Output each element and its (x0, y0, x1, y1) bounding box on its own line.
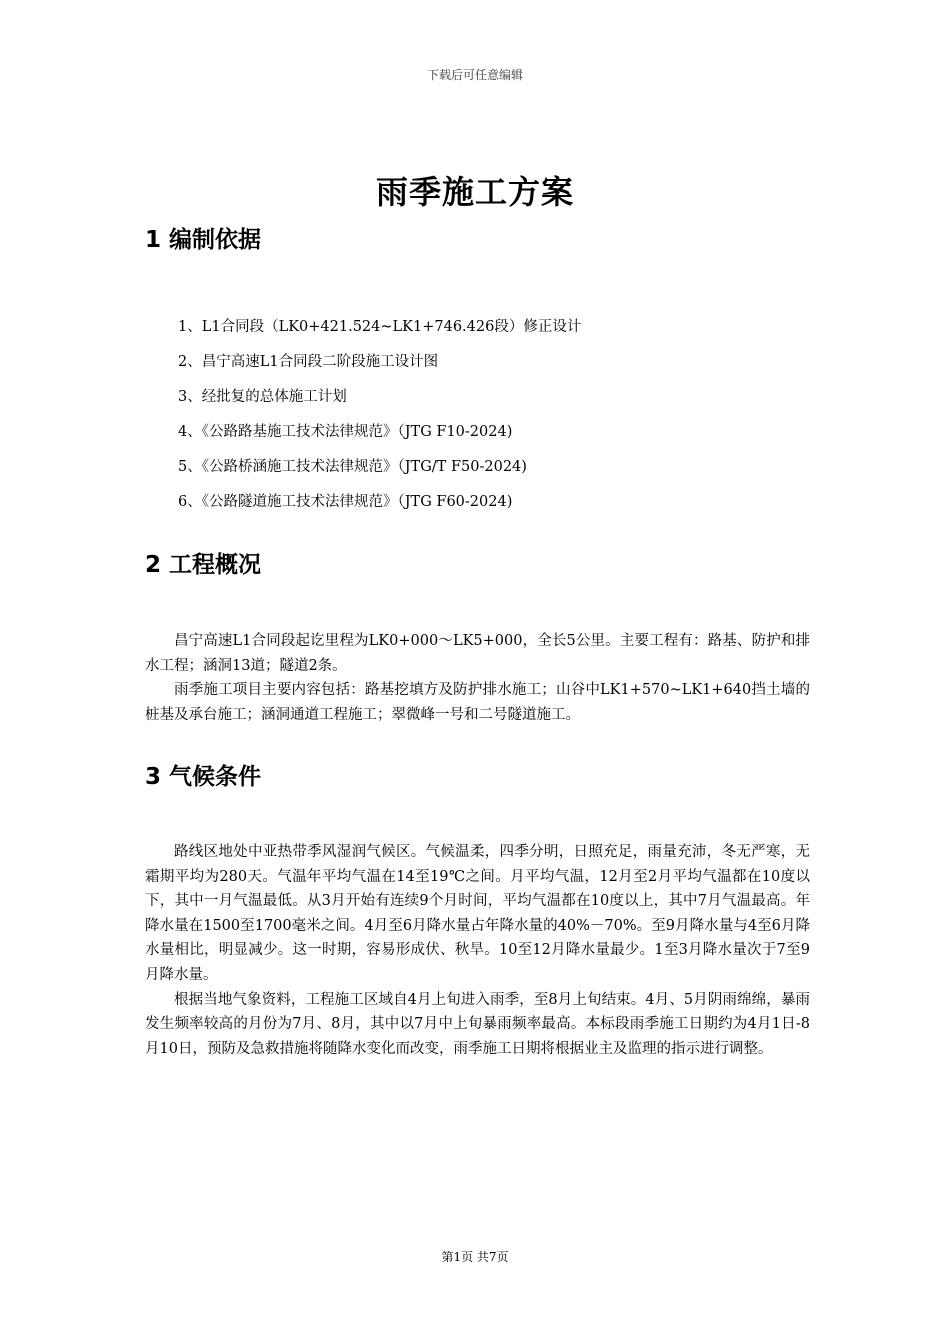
basis-item: 4、《公路路基施工技术法律规范》（JTG F10-2024) (178, 424, 513, 440)
page-number: 第1页 共7页 (441, 1250, 509, 1264)
basis-item: 6、《公路隧道施工技术法律规范》（JTG F60-2024) (178, 494, 513, 510)
climate-paragraph: 路线区地处中亚热带季风湿润气候区。气候温柔，四季分明，日照充足，雨量充沛，冬无严寒，无霜期平均为280天。气温年平均气温在14至19℃之间。月平均气温，12月至2月平均气温都在10度以下，其中一月气温最低。从3月开始有连续9个月时间，平均气温都在10度以上，其中7月气温最高。年降水量在1500至1700毫米之间。4月至6月降水量占年降水量的40%－70%。至9月降水量与4至6月降水量相比，明显减少。这一时期，容易形成伏、秋旱。10至12月降水量最少。1至3月降水量次于7至9月降水量。 (145, 844, 810, 983)
basis-item: 1、L1合同段（LK0+421.524~LK1+746.426段）修正设计 (178, 319, 582, 335)
section-heading-overview: 2 工程概况 (145, 552, 262, 578)
basis-item: 3、经批复的总体施工计划 (178, 389, 347, 405)
climate-paragraph: 根据当地气象资料，工程施工区域自4月上旬进入雨季，至8月上旬结束。4月、5月阴雨绵绵，暴雨发生频率较高的月份为7月、8月，其中以7月中上旬暴雨频率最高。本标段雨季施工日期约为4月1日-8月10日，预防及急救措施将随降水变化而改变，雨季施工日期将根据业主及监理的指示进行调整。 (145, 991, 810, 1057)
overview-paragraph: 雨季施工项目主要内容包括：路基挖填方及防护排水施工；山谷中LK1+570~LK1+640挡土墙的桩基及承台施工；涵洞通道工程施工；翠微峰一号和二号隧道施工。 (145, 682, 810, 723)
section-heading-climate: 3 气候条件 (145, 764, 262, 790)
basis-list (178, 316, 581, 526)
page-header-note: 下载后可任意编辑 (426, 68, 523, 82)
basis-item: 5、《公路桥涵施工技术法律规范》（JTG/T F50-2024) (178, 459, 527, 475)
climate-body (145, 840, 810, 1061)
section-heading-basis: 1 编制依据 (145, 227, 262, 253)
overview-body (145, 629, 810, 727)
overview-paragraph: 昌宁高速L1合同段起讫里程为LK0+000～LK5+000，全长5公里。主要工程有：路基、防护和排水工程；涵洞13道；隧道2条。 (145, 633, 810, 674)
basis-item: 2、昌宁高速L1合同段二阶段施工设计图 (178, 354, 439, 370)
document-title: 雨季施工方案 (375, 173, 574, 212)
